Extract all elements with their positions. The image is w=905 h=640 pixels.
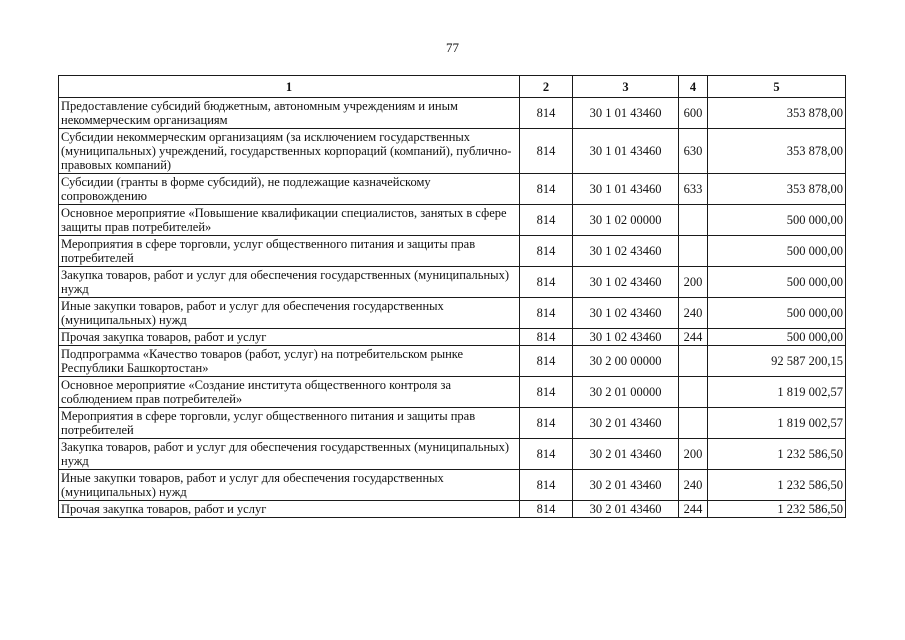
cell-amount: 353 878,00 [708,98,846,129]
cell-target: 30 1 02 43460 [573,298,679,329]
cell-name: Иные закупки товаров, работ и услуг для обеспечения государственных (муниципальных) нужд [59,470,520,501]
cell-code: 814 [520,470,573,501]
cell-code: 814 [520,98,573,129]
cell-target: 30 2 01 43460 [573,501,679,518]
cell-type: 600 [679,98,708,129]
cell-type: 244 [679,329,708,346]
cell-amount: 92 587 200,15 [708,346,846,377]
cell-name: Иные закупки товаров, работ и услуг для обеспечения государственных (муниципальных) нужд [59,298,520,329]
table-row [59,298,846,329]
cell-target: 30 2 01 43460 [573,470,679,501]
cell-code: 814 [520,329,573,346]
cell-amount: 1 232 586,50 [708,470,846,501]
cell-amount: 1 819 002,57 [708,408,846,439]
cell-target: 30 2 00 00000 [573,346,679,377]
header-col-2: 2 [520,76,573,98]
cell-name: Закупка товаров, работ и услуг для обеспечения государственных (муниципальных) нужд [59,439,520,470]
cell-amount: 500 000,00 [708,329,846,346]
cell-amount: 353 878,00 [708,174,846,205]
cell-target: 30 1 02 00000 [573,205,679,236]
header-row [59,76,846,98]
table-row [59,267,846,298]
budget-table [58,75,846,518]
table-row [59,346,846,377]
cell-target: 30 1 02 43460 [573,236,679,267]
cell-name: Субсидии (гранты в форме субсидий), не подлежащие казначейскому сопровождению [59,174,520,205]
cell-target: 30 2 01 43460 [573,408,679,439]
cell-code: 814 [520,236,573,267]
cell-type [679,346,708,377]
cell-amount: 500 000,00 [708,267,846,298]
cell-code: 814 [520,174,573,205]
table-row [59,98,846,129]
table-row [59,408,846,439]
table-body [59,98,846,518]
cell-target: 30 1 01 43460 [573,129,679,174]
cell-target: 30 2 01 00000 [573,377,679,408]
cell-type: 240 [679,470,708,501]
cell-type: 200 [679,439,708,470]
cell-amount: 353 878,00 [708,129,846,174]
table-row [59,174,846,205]
cell-name: Мероприятия в сфере торговли, услуг общественного питания и защиты прав потребителей [59,236,520,267]
cell-type [679,408,708,439]
table-row [59,236,846,267]
cell-code: 814 [520,346,573,377]
cell-code: 814 [520,129,573,174]
cell-target: 30 1 02 43460 [573,267,679,298]
cell-code: 814 [520,298,573,329]
cell-name: Подпрограмма «Качество товаров (работ, услуг) на потребительском рынке Республики Башкортостан» [59,346,520,377]
header-col-1: 1 [59,76,520,98]
cell-code: 814 [520,439,573,470]
cell-amount: 500 000,00 [708,205,846,236]
table-row [59,129,846,174]
header-col-4: 4 [679,76,708,98]
cell-type: 240 [679,298,708,329]
cell-target: 30 1 01 43460 [573,98,679,129]
cell-type [679,377,708,408]
cell-code: 814 [520,408,573,439]
cell-name: Основное мероприятие «Создание института общественного контроля за соблюдением прав потребителей» [59,377,520,408]
table-row [59,470,846,501]
cell-name: Мероприятия в сфере торговли, услуг общественного питания и защиты прав потребителей [59,408,520,439]
cell-name: Закупка товаров, работ и услуг для обеспечения государственных (муниципальных) нужд [59,267,520,298]
header-col-3: 3 [573,76,679,98]
cell-name: Основное мероприятие «Повышение квалификации специалистов, занятых в сфере защиты прав потребителей» [59,205,520,236]
cell-code: 814 [520,205,573,236]
cell-name: Субсидии некоммерческим организациям (за исключением государственных (муниципальных) учреждений, государственных корпораций (компаний), публично-правовых компаний) [59,129,520,174]
cell-type [679,205,708,236]
table-row [59,329,846,346]
cell-name: Предоставление субсидий бюджетным, автономным учреждениям и иным некоммерческим организациям [59,98,520,129]
cell-code: 814 [520,377,573,408]
cell-code: 814 [520,501,573,518]
cell-type [679,236,708,267]
cell-amount: 500 000,00 [708,236,846,267]
cell-type: 244 [679,501,708,518]
cell-type: 633 [679,174,708,205]
header-col-5: 5 [708,76,846,98]
cell-type: 630 [679,129,708,174]
table-row [59,501,846,518]
cell-amount: 1 232 586,50 [708,439,846,470]
table-header [59,76,846,98]
cell-name: Прочая закупка товаров, работ и услуг [59,329,520,346]
cell-amount: 1 819 002,57 [708,377,846,408]
table-row [59,205,846,236]
cell-amount: 500 000,00 [708,298,846,329]
cell-target: 30 1 02 43460 [573,329,679,346]
cell-type: 200 [679,267,708,298]
table-row [59,439,846,470]
page-number: 77 [446,40,459,55]
cell-target: 30 1 01 43460 [573,174,679,205]
table-row [59,377,846,408]
cell-name: Прочая закупка товаров, работ и услуг [59,501,520,518]
cell-target: 30 2 01 43460 [573,439,679,470]
cell-code: 814 [520,267,573,298]
cell-amount: 1 232 586,50 [708,501,846,518]
